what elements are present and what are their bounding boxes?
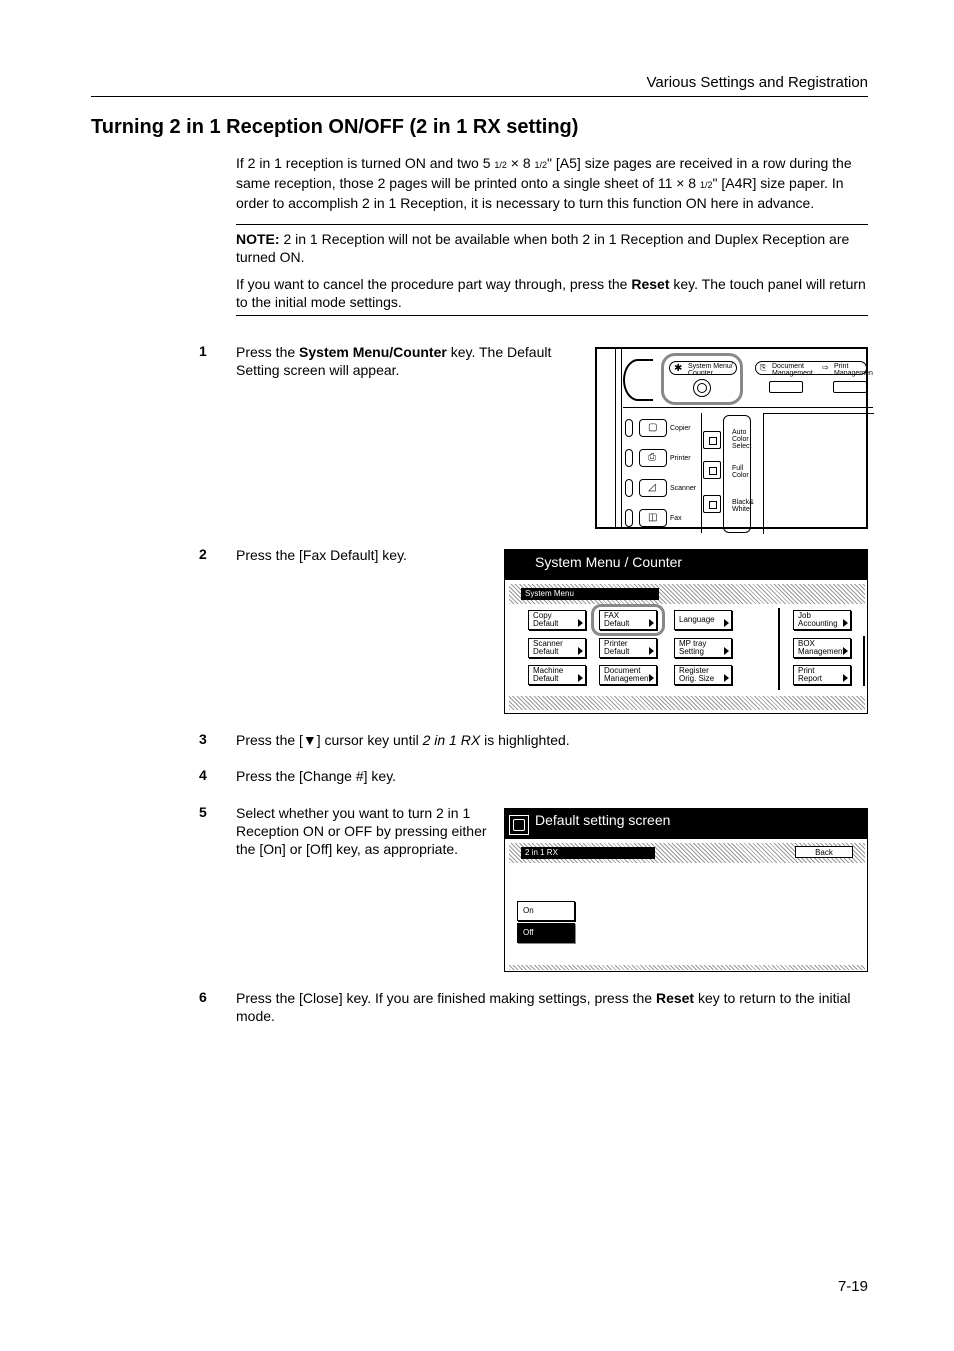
- fax-label: Fax: [670, 515, 682, 522]
- step-number: 6: [199, 989, 207, 1005]
- square-icon: [709, 501, 717, 509]
- cancel-paragraph: [236, 275, 868, 311]
- control-panel-illustration: [595, 347, 873, 529]
- arrow-right-icon: [843, 674, 848, 682]
- arrow-right-icon: [724, 647, 729, 655]
- note-label: NOTE:: [236, 231, 280, 247]
- full-color-label: Full Color: [732, 465, 749, 479]
- step-number: 2: [199, 546, 207, 562]
- mode-divider: [701, 413, 702, 533]
- fraction: 1/2: [494, 160, 507, 170]
- printer-key[interactable]: [639, 449, 667, 467]
- step1-text-2: key. The Default Setting screen will appear.: [236, 344, 552, 378]
- note-text: 2 in 1 Reception will not be available when both 2 in 1 Reception and Duplex Reception are turned ON.: [236, 231, 850, 265]
- printer-label: Printer: [670, 455, 691, 462]
- document-management-label: Document Management: [772, 363, 813, 377]
- fax-icon-inner: [513, 819, 525, 831]
- arrow-right-icon: [578, 619, 583, 627]
- black-white-key[interactable]: [703, 495, 721, 513]
- bottom-bar: [509, 965, 865, 970]
- black-white-label: Black& White: [732, 499, 754, 513]
- fax-icon: [509, 815, 529, 835]
- register-orig-size-button[interactable]: [674, 665, 732, 685]
- highlight-oval: [591, 604, 665, 636]
- screen-title: System Menu / Counter: [535, 554, 683, 570]
- on-button[interactable]: On: [517, 901, 575, 921]
- copier-icon: ▢: [648, 422, 658, 433]
- copier-label: Copier: [670, 425, 691, 432]
- intro-text-3: " [A5] size pages are received in a row during the same reception, those 2 pages will be printed onto a single sheet of 11 × 8: [236, 155, 852, 191]
- cancel-text-1: If you want to cancel the procedure part way through, press the: [236, 276, 632, 292]
- step-number: 5: [199, 804, 207, 820]
- step1-text-1: Press the: [236, 344, 300, 360]
- note-top-rule: [236, 224, 868, 225]
- step3-item-name: 2 in 1 RX: [422, 732, 481, 748]
- scanner-led: [625, 479, 633, 497]
- tab-bar: [509, 584, 865, 604]
- item-bar: [509, 843, 865, 863]
- scanner-default-button[interactable]: [528, 638, 586, 658]
- step3-text-1: Press the [▼] cursor key until: [236, 732, 423, 748]
- arrow-right-icon: [649, 674, 654, 682]
- print-report-label: Print Report: [798, 666, 823, 683]
- scanner-label: Scanner: [670, 485, 697, 492]
- auto-color-key[interactable]: [703, 431, 721, 449]
- square-icon: [709, 437, 717, 445]
- note-bottom-rule: [236, 315, 868, 316]
- cancel-text-2: key. The touch panel will return to the initial mode settings.: [236, 276, 866, 310]
- job-accounting-label: Job Accounting: [798, 611, 838, 628]
- printer-icon: ⎙: [648, 452, 656, 463]
- full-color-key[interactable]: [703, 461, 721, 479]
- panel-dial: [623, 359, 653, 401]
- step6-text-2: key to return to the initial mode.: [236, 990, 851, 1024]
- reset-key-text: Reset: [655, 990, 695, 1006]
- copy-default-label: Copy Default: [533, 611, 559, 628]
- intro-text-4: " [A4R] size paper. In order to accomplish 2 in 1 Reception, it is necessary to turn this function ON here in advance.: [236, 175, 844, 211]
- printer-led: [625, 449, 633, 467]
- off-button[interactable]: Off: [517, 923, 575, 943]
- copier-led: [625, 419, 633, 437]
- page-number: 7-19: [837, 1278, 868, 1295]
- machine-default-label: Machine Default: [533, 666, 564, 683]
- arrow-right-icon: [578, 647, 583, 655]
- reset-key-text: Reset: [631, 276, 670, 292]
- step-text: [236, 989, 868, 1025]
- step-text: [236, 731, 836, 749]
- language-label: Language: [679, 615, 715, 624]
- back-button[interactable]: Back: [795, 846, 853, 858]
- arrow-right-icon: [843, 619, 848, 627]
- box-management-button[interactable]: [793, 638, 851, 658]
- printer-default-button[interactable]: [599, 638, 657, 658]
- highlight-oval: [661, 353, 743, 405]
- printer-default-label: Printer Default: [604, 639, 630, 656]
- default-setting-screen: [504, 808, 868, 972]
- step-text: Select whether you want to turn 2 in 1 Reception ON or OFF by pressing either the [On] or [Off] key, as appropriate.: [236, 805, 487, 857]
- screen-title-bar: [505, 550, 867, 580]
- note-paragraph: [236, 230, 868, 266]
- section-title: Various Settings and Registration: [646, 74, 868, 91]
- arrow-right-icon: [724, 674, 729, 682]
- arrow-right-icon: [578, 674, 583, 682]
- panel-edge: [615, 349, 622, 529]
- fax-key[interactable]: [639, 509, 667, 527]
- arrow-right-icon: [843, 647, 848, 655]
- step-number: 4: [199, 767, 207, 783]
- system-menu-screen: [504, 549, 868, 714]
- step6-text-1: Press the [Close] key. If you are finished making settings, press the: [236, 990, 656, 1006]
- scanner-default-label: Scanner Default: [533, 639, 563, 656]
- language-button[interactable]: [674, 610, 732, 630]
- job-accounting-button[interactable]: [793, 610, 851, 630]
- tab-system-menu[interactable]: System Menu: [521, 588, 659, 600]
- document-icon: ⎘: [760, 363, 767, 372]
- header-rule: [91, 96, 868, 97]
- bottom-bar: [509, 696, 865, 710]
- system-menu-label: System Menu/ Counter: [688, 363, 733, 377]
- step-number: 1: [199, 343, 207, 359]
- machine-default-button[interactable]: [528, 665, 586, 685]
- fax-led: [625, 509, 633, 527]
- document-management-button[interactable]: [599, 665, 657, 685]
- panel-divider: [623, 407, 873, 408]
- fraction: 1/2: [534, 160, 548, 170]
- auto-color-label: Auto Color Select: [732, 429, 752, 450]
- fraction: 1/2: [699, 180, 713, 190]
- intro-text-2: × 8: [506, 155, 535, 171]
- step-text: [236, 343, 576, 379]
- scroll-edge: [863, 636, 865, 686]
- step-text: Press the [Change #] key.: [236, 768, 397, 784]
- asterisk-icon: ✱: [674, 363, 683, 374]
- print-report-button[interactable]: [793, 665, 851, 685]
- system-menu-key-text: System Menu/Counter: [299, 344, 447, 360]
- copier-key[interactable]: [639, 419, 667, 437]
- square-icon: [709, 467, 717, 475]
- step3-text-2: is highlighted.: [480, 732, 570, 748]
- step-text: Press the [Fax Default] key.: [236, 547, 407, 563]
- document-management-key[interactable]: [755, 361, 873, 377]
- copy-default-button[interactable]: [528, 610, 586, 630]
- fax-icon: ◫: [648, 512, 658, 523]
- button-divider: [778, 608, 780, 690]
- mp-tray-setting-label: MP tray Setting: [679, 639, 707, 656]
- box-management-label: BOX Management: [798, 639, 845, 656]
- intro-text-1: If 2 in 1 reception is turned ON and two 5: [236, 155, 495, 171]
- arrow-right-icon: [649, 647, 654, 655]
- document-management-button[interactable]: [769, 381, 803, 393]
- step-number: 3: [199, 731, 207, 747]
- fax-default-label: FAX Default: [604, 611, 630, 628]
- scanner-icon: ◿: [648, 482, 656, 493]
- touch-panel-frame: [763, 413, 874, 534]
- arrow-right-icon: [724, 619, 729, 627]
- page-title: Turning 2 in 1 Reception ON/OFF (2 in 1 RX setting): [91, 116, 579, 138]
- scanner-key[interactable]: [639, 479, 667, 497]
- item-2in1-rx: 2 in 1 RX: [521, 847, 655, 859]
- intro-paragraph: [236, 154, 868, 212]
- mp-tray-setting-button[interactable]: [674, 638, 732, 658]
- arrow-right-icon: ⇨: [822, 363, 829, 372]
- document-management-label: Document Management: [604, 666, 651, 683]
- register-orig-size-label: Register Orig. Size: [679, 666, 715, 683]
- screen-title: Default setting screen: [535, 812, 671, 828]
- screen-title-bar: [505, 809, 867, 839]
- print-management-label: Print Managemen: [834, 363, 873, 377]
- print-management-button[interactable]: [833, 381, 867, 393]
